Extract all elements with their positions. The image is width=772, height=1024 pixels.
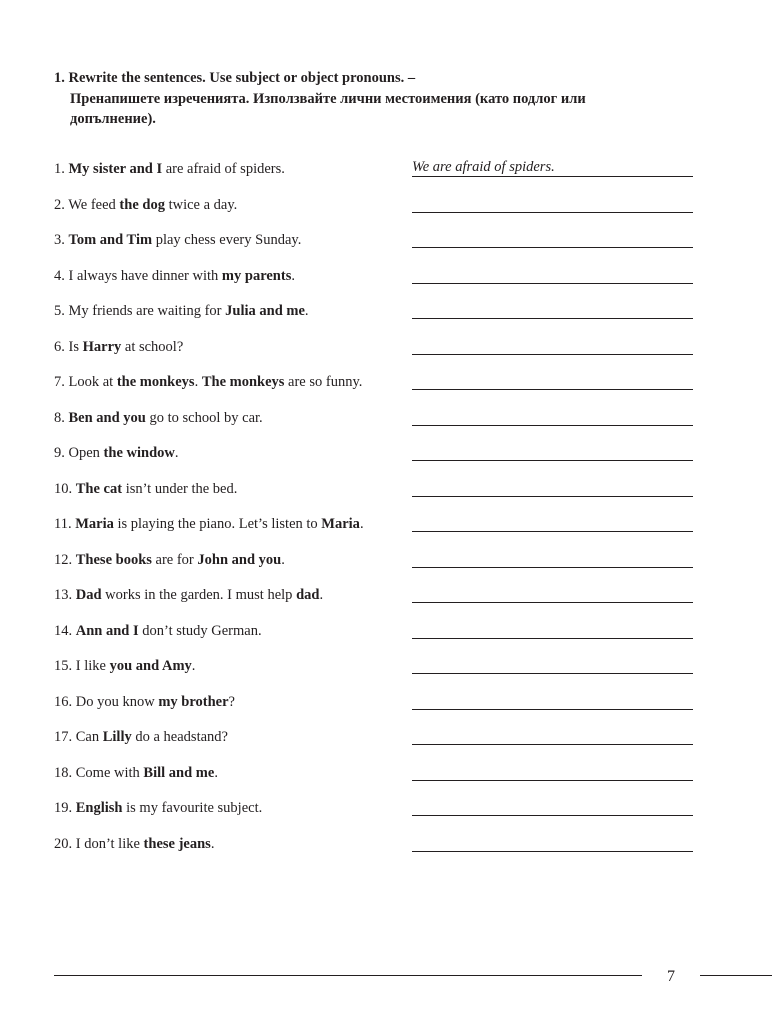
item-number: 13. [54, 587, 73, 603]
sentence-prompt [54, 827, 214, 863]
exercise-item [54, 791, 694, 827]
item-number: 3. [54, 232, 65, 248]
answer-line[interactable] [412, 159, 693, 177]
item-number: 4. [54, 267, 65, 284]
sentence-prompt [54, 578, 323, 614]
highlighted-phrase: English [75, 800, 123, 816]
sentence-prompt [54, 685, 235, 721]
sentence-prompt [54, 649, 195, 685]
sentence-text: . [214, 764, 218, 781]
sentence-text: I like [75, 658, 110, 674]
item-number: 7. [54, 374, 65, 390]
sentence-prompt [54, 756, 218, 792]
answer-line[interactable] [412, 425, 693, 426]
answer-line[interactable] [412, 496, 693, 497]
sentence-text: . [210, 835, 215, 852]
item-number: 1. [54, 161, 65, 177]
sentence-prompt [54, 259, 295, 295]
highlighted-phrase: Dad [75, 587, 102, 603]
sentence-text: . [174, 445, 179, 461]
exercise-item [54, 223, 694, 259]
sentence-text: I don’t like [75, 835, 144, 852]
sentence-text: . [194, 374, 202, 390]
sentence-text: . [191, 658, 196, 674]
answer-line[interactable] [412, 780, 693, 781]
highlighted-phrase: Julia and me [225, 303, 305, 319]
sentence-text: Do you know [75, 693, 159, 710]
exercise-instructions [54, 68, 694, 130]
item-number: 19. [54, 800, 73, 816]
exercise-item [54, 401, 694, 437]
highlighted-phrase: the dog [119, 196, 165, 213]
item-number: 6. [54, 338, 65, 355]
answer-line[interactable] [412, 673, 693, 674]
sentence-prompt [54, 401, 263, 437]
sentence-text: works in the garden. I must help [101, 587, 297, 603]
sentence-prompt [54, 543, 285, 579]
item-number: 16. [54, 693, 73, 710]
sentence-text: are so funny. [284, 374, 363, 390]
sentence-prompt [54, 436, 178, 472]
highlighted-phrase: Lilly [102, 729, 132, 745]
sentence-text: . [359, 516, 364, 532]
exercise-item [54, 507, 694, 543]
sentence-text: I always have dinner with [68, 267, 222, 284]
sentence-text: . [304, 303, 309, 319]
exercise-item [54, 649, 694, 685]
item-number: 15. [54, 658, 73, 674]
sentence-text: don’t study German. [138, 622, 262, 639]
answer-line[interactable] [412, 247, 693, 248]
sentence-text: Come with [75, 764, 144, 781]
highlighted-phrase: Maria [75, 516, 114, 532]
footer-rule-left [54, 975, 642, 976]
item-number: 11. [54, 516, 72, 532]
exercise-item [54, 720, 694, 756]
answer-line[interactable] [412, 638, 693, 639]
sentence-text: are afraid of spiders. [162, 161, 285, 177]
highlighted-phrase: Ann and I [75, 622, 139, 639]
item-number: 9. [54, 445, 65, 461]
sentence-prompt [54, 472, 237, 508]
exercise-item [54, 543, 694, 579]
exercise-item [54, 330, 694, 366]
exercise-item [54, 578, 694, 614]
sentence-text: play chess every Sunday. [152, 232, 302, 248]
highlighted-phrase: My sister and I [68, 161, 163, 177]
sentence-prompt [54, 720, 228, 756]
exercise-item [54, 188, 694, 224]
sentence-text: do a headstand? [131, 729, 228, 745]
item-number: 5. [54, 303, 65, 319]
highlighted-phrase: you and Amy [109, 658, 192, 674]
highlighted-phrase: my parents [221, 267, 292, 284]
item-number: 18. [54, 764, 73, 781]
example-answer: We are afraid of spiders. [412, 159, 555, 175]
highlighted-phrase: Ben and you [68, 409, 146, 426]
sentence-text: . [281, 551, 285, 568]
answer-line[interactable] [412, 709, 693, 710]
sentence-text: at school? [121, 338, 184, 355]
exercise-item [54, 756, 694, 792]
exercise-item [54, 472, 694, 508]
highlighted-phrase: These books [75, 551, 152, 568]
sentence-text: are for [151, 551, 198, 568]
answer-line[interactable] [412, 354, 693, 355]
sentence-prompt [54, 791, 262, 827]
sentence-text: Look at [68, 374, 117, 390]
sentence-text: . [319, 587, 324, 603]
sentence-text: go to school by car. [145, 409, 263, 426]
exercise-item [54, 365, 694, 401]
sentence-text: ? [228, 693, 235, 710]
sentence-text: Can [75, 729, 103, 745]
highlighted-phrase: the window [103, 445, 175, 461]
answer-line[interactable] [412, 318, 693, 319]
sentence-text: is my favourite subject. [122, 800, 263, 816]
answer-line[interactable] [412, 851, 693, 852]
sentence-prompt [54, 188, 237, 224]
sentence-prompt [54, 294, 309, 330]
sentence-prompt [54, 330, 183, 366]
item-number: 14. [54, 622, 73, 639]
sentence-text: is playing the piano. Let’s listen to [113, 516, 322, 532]
exercise-item [54, 259, 694, 295]
answer-line[interactable] [412, 567, 693, 568]
answer-line[interactable] [412, 389, 693, 390]
instruction-line-bulgarian-cont: допълнение). [70, 111, 156, 127]
sentence-text: We feed [68, 196, 120, 213]
exercise-item [54, 152, 694, 188]
exercise-item [54, 614, 694, 650]
answer-line[interactable] [412, 744, 693, 745]
item-number: 17. [54, 729, 73, 745]
exercise-item [54, 685, 694, 721]
sentence-text: Is [68, 338, 83, 355]
sentence-prompt [54, 507, 364, 543]
sentence-text: isn’t under the bed. [122, 480, 238, 497]
sentence-prompt [54, 152, 285, 188]
item-number: 12. [54, 551, 73, 568]
sentence-prompt [54, 223, 301, 259]
exercise-item [54, 827, 694, 863]
highlighted-phrase: The cat [75, 480, 123, 497]
answer-line[interactable] [412, 602, 693, 603]
instruction-line-bulgarian: Пренапишете изреченията. Използвайте лични местоимения (като подлог или [70, 90, 586, 107]
sentence-text: Open [68, 445, 104, 461]
sentence-prompt [54, 614, 262, 650]
highlighted-phrase: Harry [82, 338, 122, 355]
highlighted-phrase: the monkeys [116, 374, 195, 390]
answer-line[interactable] [412, 212, 693, 213]
footer-rule-right [700, 975, 772, 976]
sentence-text: My friends are waiting for [68, 303, 226, 319]
exercise-item [54, 294, 694, 330]
sentence-text: . [291, 267, 295, 284]
highlighted-phrase: The monkeys [201, 374, 285, 390]
highlighted-phrase: Maria [321, 516, 360, 532]
answer-line[interactable] [412, 815, 693, 816]
answer-line[interactable] [412, 531, 693, 532]
answer-line[interactable] [412, 460, 693, 461]
item-number: 8. [54, 409, 65, 426]
page-number: 7 [667, 968, 675, 985]
exercise-items [54, 152, 694, 862]
highlighted-phrase: dad [296, 587, 320, 603]
highlighted-phrase: Bill and me [143, 764, 215, 781]
item-number: 20. [54, 835, 73, 852]
highlighted-phrase: these jeans [143, 835, 211, 852]
highlighted-phrase: John and you [197, 551, 282, 568]
item-number: 2. [54, 196, 65, 213]
instruction-line-english: 1. Rewrite the sentences. Use subject or object pronouns. – [54, 70, 416, 86]
answer-line[interactable] [412, 283, 693, 284]
sentence-text: twice a day. [164, 196, 238, 213]
highlighted-phrase: my brother [158, 693, 229, 710]
item-number: 10. [54, 480, 73, 497]
exercise-item [54, 436, 694, 472]
sentence-prompt [54, 365, 362, 401]
highlighted-phrase: Tom and Tim [68, 232, 153, 248]
